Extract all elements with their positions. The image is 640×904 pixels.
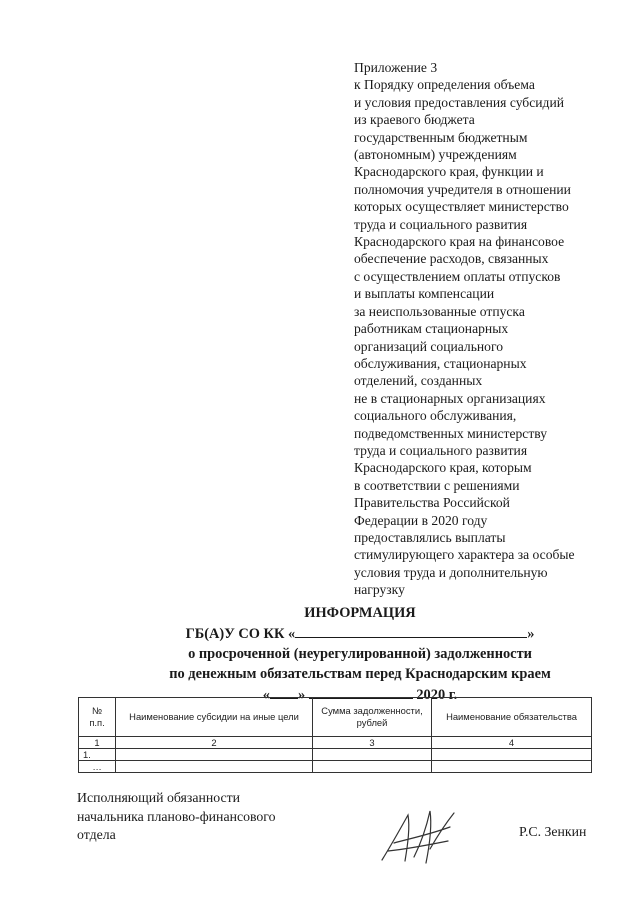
table-cell: 1.	[79, 749, 116, 761]
appendix-line: отделений, созданных	[354, 373, 483, 389]
appendix-line: условия труда и дополнительную	[354, 564, 548, 580]
appendix-line: и выплаты компенсации	[354, 286, 495, 302]
subtitle-line-obligations: по денежным обязательствам перед Краснодарским краем	[169, 666, 551, 682]
date-close-quote: »	[297, 687, 306, 703]
appendix-line: не в стационарных организациях	[354, 390, 546, 406]
table-cell: …	[79, 761, 116, 773]
appendix-line: обеспечение расходов, связанных	[354, 251, 549, 267]
table-row	[79, 761, 592, 773]
appendix-line: которых осуществляет министерство	[354, 199, 569, 215]
table-cell	[432, 761, 592, 773]
table-cell: 2	[116, 737, 313, 749]
appendix-line: с осуществлением оплаты отпусков	[354, 268, 561, 284]
organization-line	[60, 623, 640, 644]
column-header-debt-amount: Сумма задолженности, рублей	[313, 698, 432, 737]
appendix-line: Краснодарского края, функции и	[354, 164, 544, 180]
appendix-line: из краевого бюджета	[354, 112, 475, 128]
appendix-line: Приложение 3	[354, 60, 438, 75]
appendix-line: Правительства Российской	[354, 495, 510, 511]
table-cell: 3	[313, 737, 432, 749]
position-line: начальника планово-финансового	[77, 808, 276, 824]
appendix-line: за неиспользованные отпуска	[354, 303, 525, 319]
table-row	[79, 737, 592, 749]
signatory-name: Р.С. Зенкин	[519, 824, 587, 839]
table-cell: 4	[432, 737, 592, 749]
appendix-line: к Порядку определения объема	[354, 77, 535, 93]
appendix-line: Федерации в 2020 году	[354, 512, 488, 528]
table-header-row	[79, 698, 592, 737]
appendix-line: обслуживания, стационарных	[354, 355, 527, 371]
position-line: отдела	[77, 827, 116, 842]
appendix-line: в соответствии с решениями	[354, 477, 520, 493]
column-header-subsidy: Наименование субсидии на иные цели	[116, 698, 313, 737]
appendix-line: государственным бюджетным	[354, 129, 528, 145]
table-cell	[116, 761, 313, 773]
table-cell	[313, 749, 432, 761]
document-heading: ИНФОРМАЦИЯ	[304, 605, 416, 621]
table-cell	[116, 749, 313, 761]
appendix-line: подведомственных министерству	[354, 425, 548, 441]
debt-info-table	[78, 697, 592, 773]
table-cell: 1	[79, 737, 116, 749]
appendix-line: труда и социального развития	[354, 216, 528, 232]
date-open-quote: «	[262, 687, 270, 703]
organization-blank-field	[295, 623, 527, 638]
appendix-line: предоставлялись выплаты	[354, 529, 506, 545]
appendix-line: социального обслуживания,	[354, 408, 517, 424]
appendix-line: организаций социального	[354, 338, 504, 354]
appendix-line: нагрузку	[354, 582, 405, 598]
appendix-line: труда и социального развития	[354, 442, 528, 458]
subtitle-line-debt: о просроченной (неурегулированной) задолженности	[188, 646, 532, 662]
handwritten-signature	[378, 805, 460, 867]
table-row	[79, 749, 592, 761]
appendix-line: полномочия учредителя в отношении	[354, 181, 571, 197]
column-header-obligation: Наименование обязательства	[432, 698, 592, 737]
appendix-line: Краснодарского края, которым	[354, 460, 532, 476]
title-block	[60, 603, 640, 705]
appendix-line: (автономным) учреждениям	[354, 147, 517, 163]
table-cell	[313, 761, 432, 773]
appendix-line: и условия предоставления субсидий	[354, 94, 564, 110]
org-suffix: »	[527, 626, 535, 642]
appendix-line: работникам стационарных	[354, 321, 509, 337]
column-header-number: № п.п.	[79, 698, 116, 737]
appendix-line: Краснодарского края на финансовое	[354, 234, 565, 250]
position-line: Исполняющий обязанности	[77, 790, 240, 805]
table-cell	[432, 749, 592, 761]
org-prefix: ГБ(А)У СО КК «	[185, 626, 296, 642]
appendix-block	[354, 59, 614, 599]
date-year: 2020 г.	[416, 687, 458, 703]
appendix-line: стимулирующего характера за особые	[354, 547, 575, 563]
signatory-position	[77, 789, 337, 845]
